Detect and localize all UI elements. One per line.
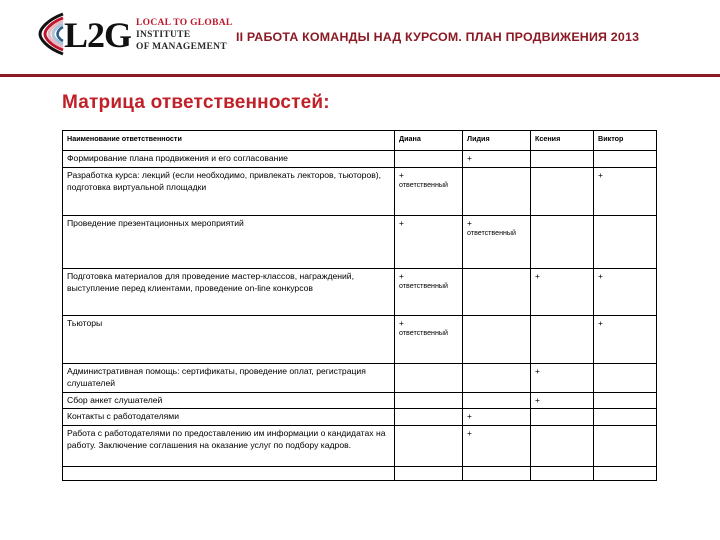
logo-tagline-line1: LOCAL TO GLOBAL — [136, 18, 233, 29]
mark-cell-diana — [395, 392, 463, 409]
table-row — [63, 167, 657, 215]
mark-cell-kseniya — [531, 215, 594, 268]
task-cell: Тьюторы — [63, 315, 395, 363]
mark-cell-viktor — [594, 151, 657, 168]
mark-cell-diana — [395, 467, 463, 481]
mark-cell-kseniya — [531, 363, 594, 392]
plus-mark: + — [399, 217, 404, 228]
mark-cell-diana — [395, 426, 463, 467]
responsible-label: ответственный — [399, 181, 448, 190]
mark-cell-kseniya — [531, 392, 594, 409]
table-row — [63, 363, 657, 392]
mark-cell-viktor — [594, 167, 657, 215]
logo-tagline-line3: OF MANAGEMENT — [136, 41, 227, 52]
task-cell: Работа с работодателями по предоставлению им информации о кандидатах на работу. Заключение соглашения на оказание услуг по подбору кадров. — [63, 426, 395, 467]
task-cell: Формирование плана продвижения и его согласование — [63, 151, 395, 168]
mark-cell-viktor — [594, 409, 657, 426]
plus-mark: + — [535, 270, 540, 281]
mark-cell-viktor — [594, 363, 657, 392]
task-cell: Разработка курса: лекций (если необходимо, привлекать лекторов, тьюторов), подготовка виртуальной площадки — [63, 167, 395, 215]
mark-cell-diana — [395, 215, 463, 268]
plus-mark: + — [399, 169, 404, 180]
mark-cell-viktor — [594, 215, 657, 268]
slide-body — [0, 76, 720, 481]
column-header-kseniya: Ксения — [531, 131, 594, 151]
logo-arcs-icon — [22, 11, 66, 57]
table-row — [63, 315, 657, 363]
table-row — [63, 268, 657, 315]
task-cell — [63, 467, 395, 481]
logo-wordmark: L2G — [64, 15, 132, 55]
task-cell: Сбор анкет слушателей — [63, 392, 395, 409]
page-title: Матрица ответственностей: — [62, 92, 330, 113]
slide-header — [0, 0, 720, 76]
slide-header-title: II РАБОТА КОМАНДЫ НАД КУРСОМ. ПЛАН ПРОДВИЖЕНИЯ 2013 — [236, 30, 640, 44]
plus-mark: + — [535, 394, 540, 405]
mark-cell-diana — [395, 315, 463, 363]
plus-mark: + — [598, 317, 603, 328]
table-row — [63, 467, 657, 481]
plus-mark: + — [598, 270, 603, 281]
mark-cell-viktor — [594, 392, 657, 409]
logo-tagline-line2: INSTITUTE — [136, 30, 191, 41]
mark-cell-diana — [395, 363, 463, 392]
mark-cell-kseniya — [531, 167, 594, 215]
mark-cell-diana — [395, 268, 463, 315]
plus-mark: + — [467, 217, 472, 228]
responsible-label: ответственный — [399, 329, 448, 338]
mark-cell-lidiya — [463, 167, 531, 215]
mark-cell-lidiya — [463, 426, 531, 467]
plus-mark: + — [467, 411, 472, 422]
mark-cell-lidiya — [463, 392, 531, 409]
plus-mark: + — [535, 365, 540, 376]
table-body — [63, 151, 657, 481]
table-row — [63, 426, 657, 467]
table-row — [63, 151, 657, 168]
plus-mark: + — [467, 153, 472, 163]
mark-cell-lidiya — [463, 363, 531, 392]
table-header — [63, 131, 657, 151]
logo-tagline — [136, 18, 233, 54]
column-header-task: Наименование ответственности — [63, 131, 395, 151]
mark-cell-kseniya — [531, 409, 594, 426]
plus-mark: + — [598, 169, 603, 180]
column-header-diana: Диана — [395, 131, 463, 151]
mark-cell-kseniya — [531, 426, 594, 467]
responsible-label: ответственный — [467, 229, 516, 238]
mark-cell-viktor — [594, 268, 657, 315]
column-header-lidiya: Лидия — [463, 131, 531, 151]
table-row — [63, 392, 657, 409]
responsibility-matrix-table — [62, 130, 657, 481]
mark-cell-lidiya — [463, 467, 531, 481]
mark-cell-kseniya — [531, 467, 594, 481]
plus-mark: + — [399, 317, 404, 328]
plus-mark: + — [467, 428, 472, 439]
mark-cell-diana — [395, 409, 463, 426]
l2g-logo — [22, 10, 233, 58]
mark-cell-kseniya — [531, 151, 594, 168]
mark-cell-viktor — [594, 315, 657, 363]
task-cell: Контакты с работодателями — [63, 409, 395, 426]
task-cell: Проведение презентационных мероприятий — [63, 215, 395, 268]
mark-cell-kseniya — [531, 268, 594, 315]
table-row — [63, 215, 657, 268]
responsible-label: ответственный — [399, 282, 448, 291]
task-cell: Подготовка материалов для проведение мастер-классов, награждений, выступление перед клиентами, проведение on-line конкурсов — [63, 268, 395, 315]
task-cell: Административная помощь: сертификаты, проведение оплат, регистрация слушателей — [63, 363, 395, 392]
mark-cell-viktor — [594, 467, 657, 481]
mark-cell-lidiya — [463, 268, 531, 315]
plus-mark: + — [399, 270, 404, 281]
mark-cell-diana — [395, 167, 463, 215]
table-header-row — [63, 131, 657, 151]
mark-cell-lidiya — [463, 409, 531, 426]
column-header-viktor: Виктор — [594, 131, 657, 151]
mark-cell-lidiya — [463, 215, 531, 268]
mark-cell-lidiya — [463, 315, 531, 363]
mark-cell-diana — [395, 151, 463, 168]
table-row — [63, 409, 657, 426]
mark-cell-viktor — [594, 426, 657, 467]
mark-cell-kseniya — [531, 315, 594, 363]
mark-cell-lidiya — [463, 151, 531, 168]
